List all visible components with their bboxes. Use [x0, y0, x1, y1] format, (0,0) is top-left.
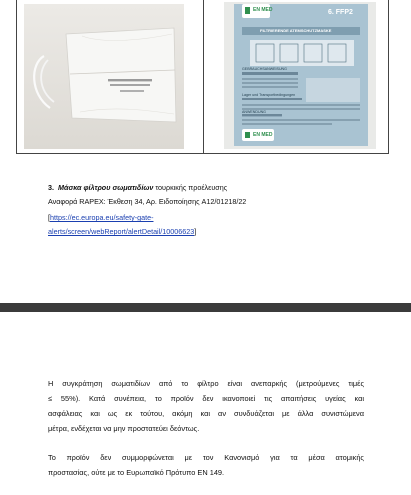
para2-line-2: προστασίας, ούτε με το Ευρωπαϊκό Πρότυπο ΕΝ 149. [48, 468, 225, 477]
brand-logo: EN MED [253, 7, 273, 13]
table-divider [203, 0, 204, 153]
brand-logo-bottom: EN MED [253, 132, 273, 138]
mask-photo [24, 4, 184, 149]
item-title: Μάσκα φίλτρου σωματιδίων [58, 183, 154, 192]
para1-line-3: ασφάλειας και ως εκ τούτου, ακόμη και αν συνδυάζεται με άλλα συνιστώμενα [48, 409, 364, 418]
item-origin: τουρκικής προέλευσης [155, 183, 228, 192]
para1-line-2: ≤ 55%). Κατά συνέπεια, το προϊόν δεν ικανοποιεί τις απαιτήσεις υγείας και [48, 394, 364, 403]
link-line-2-wrap [48, 227, 196, 237]
safety-gate-link[interactable]: https://ec.europa.eu/safety-gate- [50, 213, 154, 222]
item-heading [48, 183, 227, 193]
packaging-section-2: Lager und Transportbedingungen [242, 93, 296, 97]
item-number: 3. [48, 183, 54, 192]
packaging-header: FILTRIERENDE ATEMSCHUTZMASKE [260, 27, 332, 33]
safety-gate-link-continued[interactable]: alerts/screen/webReport/alertDetail/10006623 [48, 227, 195, 236]
document-page-bottom [0, 312, 411, 495]
mask-illustration [24, 4, 184, 149]
para2-line-1: Το προϊόν δεν συμμορφώνεται με τον Κανονισμό για τα μέσα ατομικής [48, 453, 364, 462]
link-line-1-wrap [48, 213, 153, 223]
rapex-reference: Αναφορά RAPEX: Έκθεση 34, Αρ. Ειδοποίησης A12/01218/22 [48, 197, 247, 206]
page-separator [0, 303, 411, 312]
packaging-photo [224, 2, 376, 149]
para1-line-1: Η συγκράτηση σωματιδίων από το φίλτρο είναι ανεπαρκής (μετρούμενες τιμές [48, 379, 364, 388]
packaging-illustration [224, 2, 376, 149]
ffp2-badge: 6. FFP2 [328, 9, 353, 16]
bracket-close: ] [194, 227, 197, 236]
para1-line-4: μέτρα, ενδέχεται να μην προστατεύει δεόντως. [48, 424, 200, 433]
packaging-section-1: GEBRAUCHSANWEISUNG [242, 67, 287, 71]
packaging-section-3: ANWENDUNG [242, 110, 266, 114]
bracket-open: [ [48, 213, 50, 222]
